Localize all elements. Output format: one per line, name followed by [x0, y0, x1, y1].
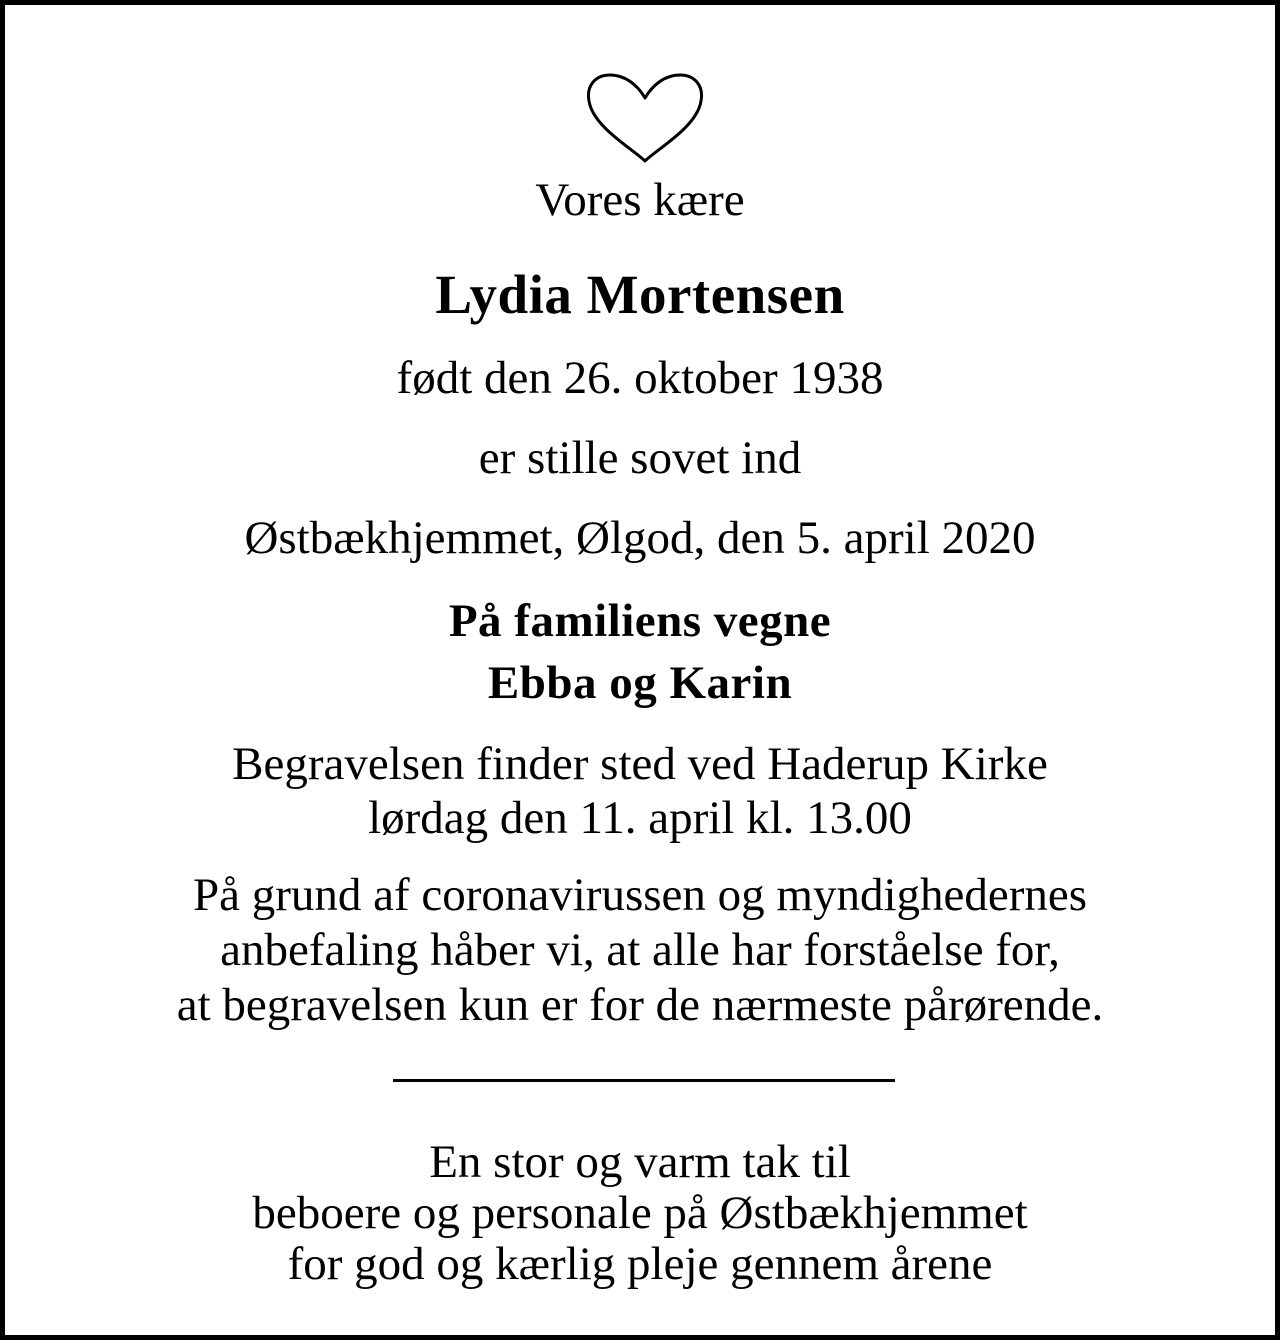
- heart-icon: [585, 71, 705, 167]
- thanks-line: for god og kærlig pleje gennem årene: [287, 1238, 993, 1290]
- funeral-location: Begravelsen finder sted ved Haderup Kirke: [232, 738, 1048, 790]
- passing-text: er stille sovet ind: [478, 432, 802, 484]
- covid-notice-line: På grund af coronavirussen og myndighedernes: [192, 869, 1088, 921]
- intro-text: Vores kære: [535, 174, 745, 226]
- birth-date: født den 26. oktober 1938: [396, 352, 884, 404]
- divider: [393, 1079, 895, 1082]
- signoff-line: På familiens vegne: [448, 595, 832, 647]
- funeral-time: lørdag den 11. april kl. 13.00: [368, 792, 912, 844]
- deceased-name: Lydia Mortensen: [435, 264, 845, 325]
- thanks-line: beboere og personale på Østbækhjemmet: [252, 1187, 1028, 1239]
- covid-notice-line: anbefaling håber vi, at alle har forståelse for,: [220, 924, 1060, 976]
- covid-notice-line: at begravelsen kun er for de nærmeste pårørende.: [176, 979, 1104, 1031]
- thanks-line: En stor og varm tak til: [429, 1136, 851, 1188]
- place-date: Østbækhjemmet, Ølgod, den 5. april 2020: [244, 512, 1036, 564]
- signoff-names: Ebba og Karin: [487, 657, 793, 709]
